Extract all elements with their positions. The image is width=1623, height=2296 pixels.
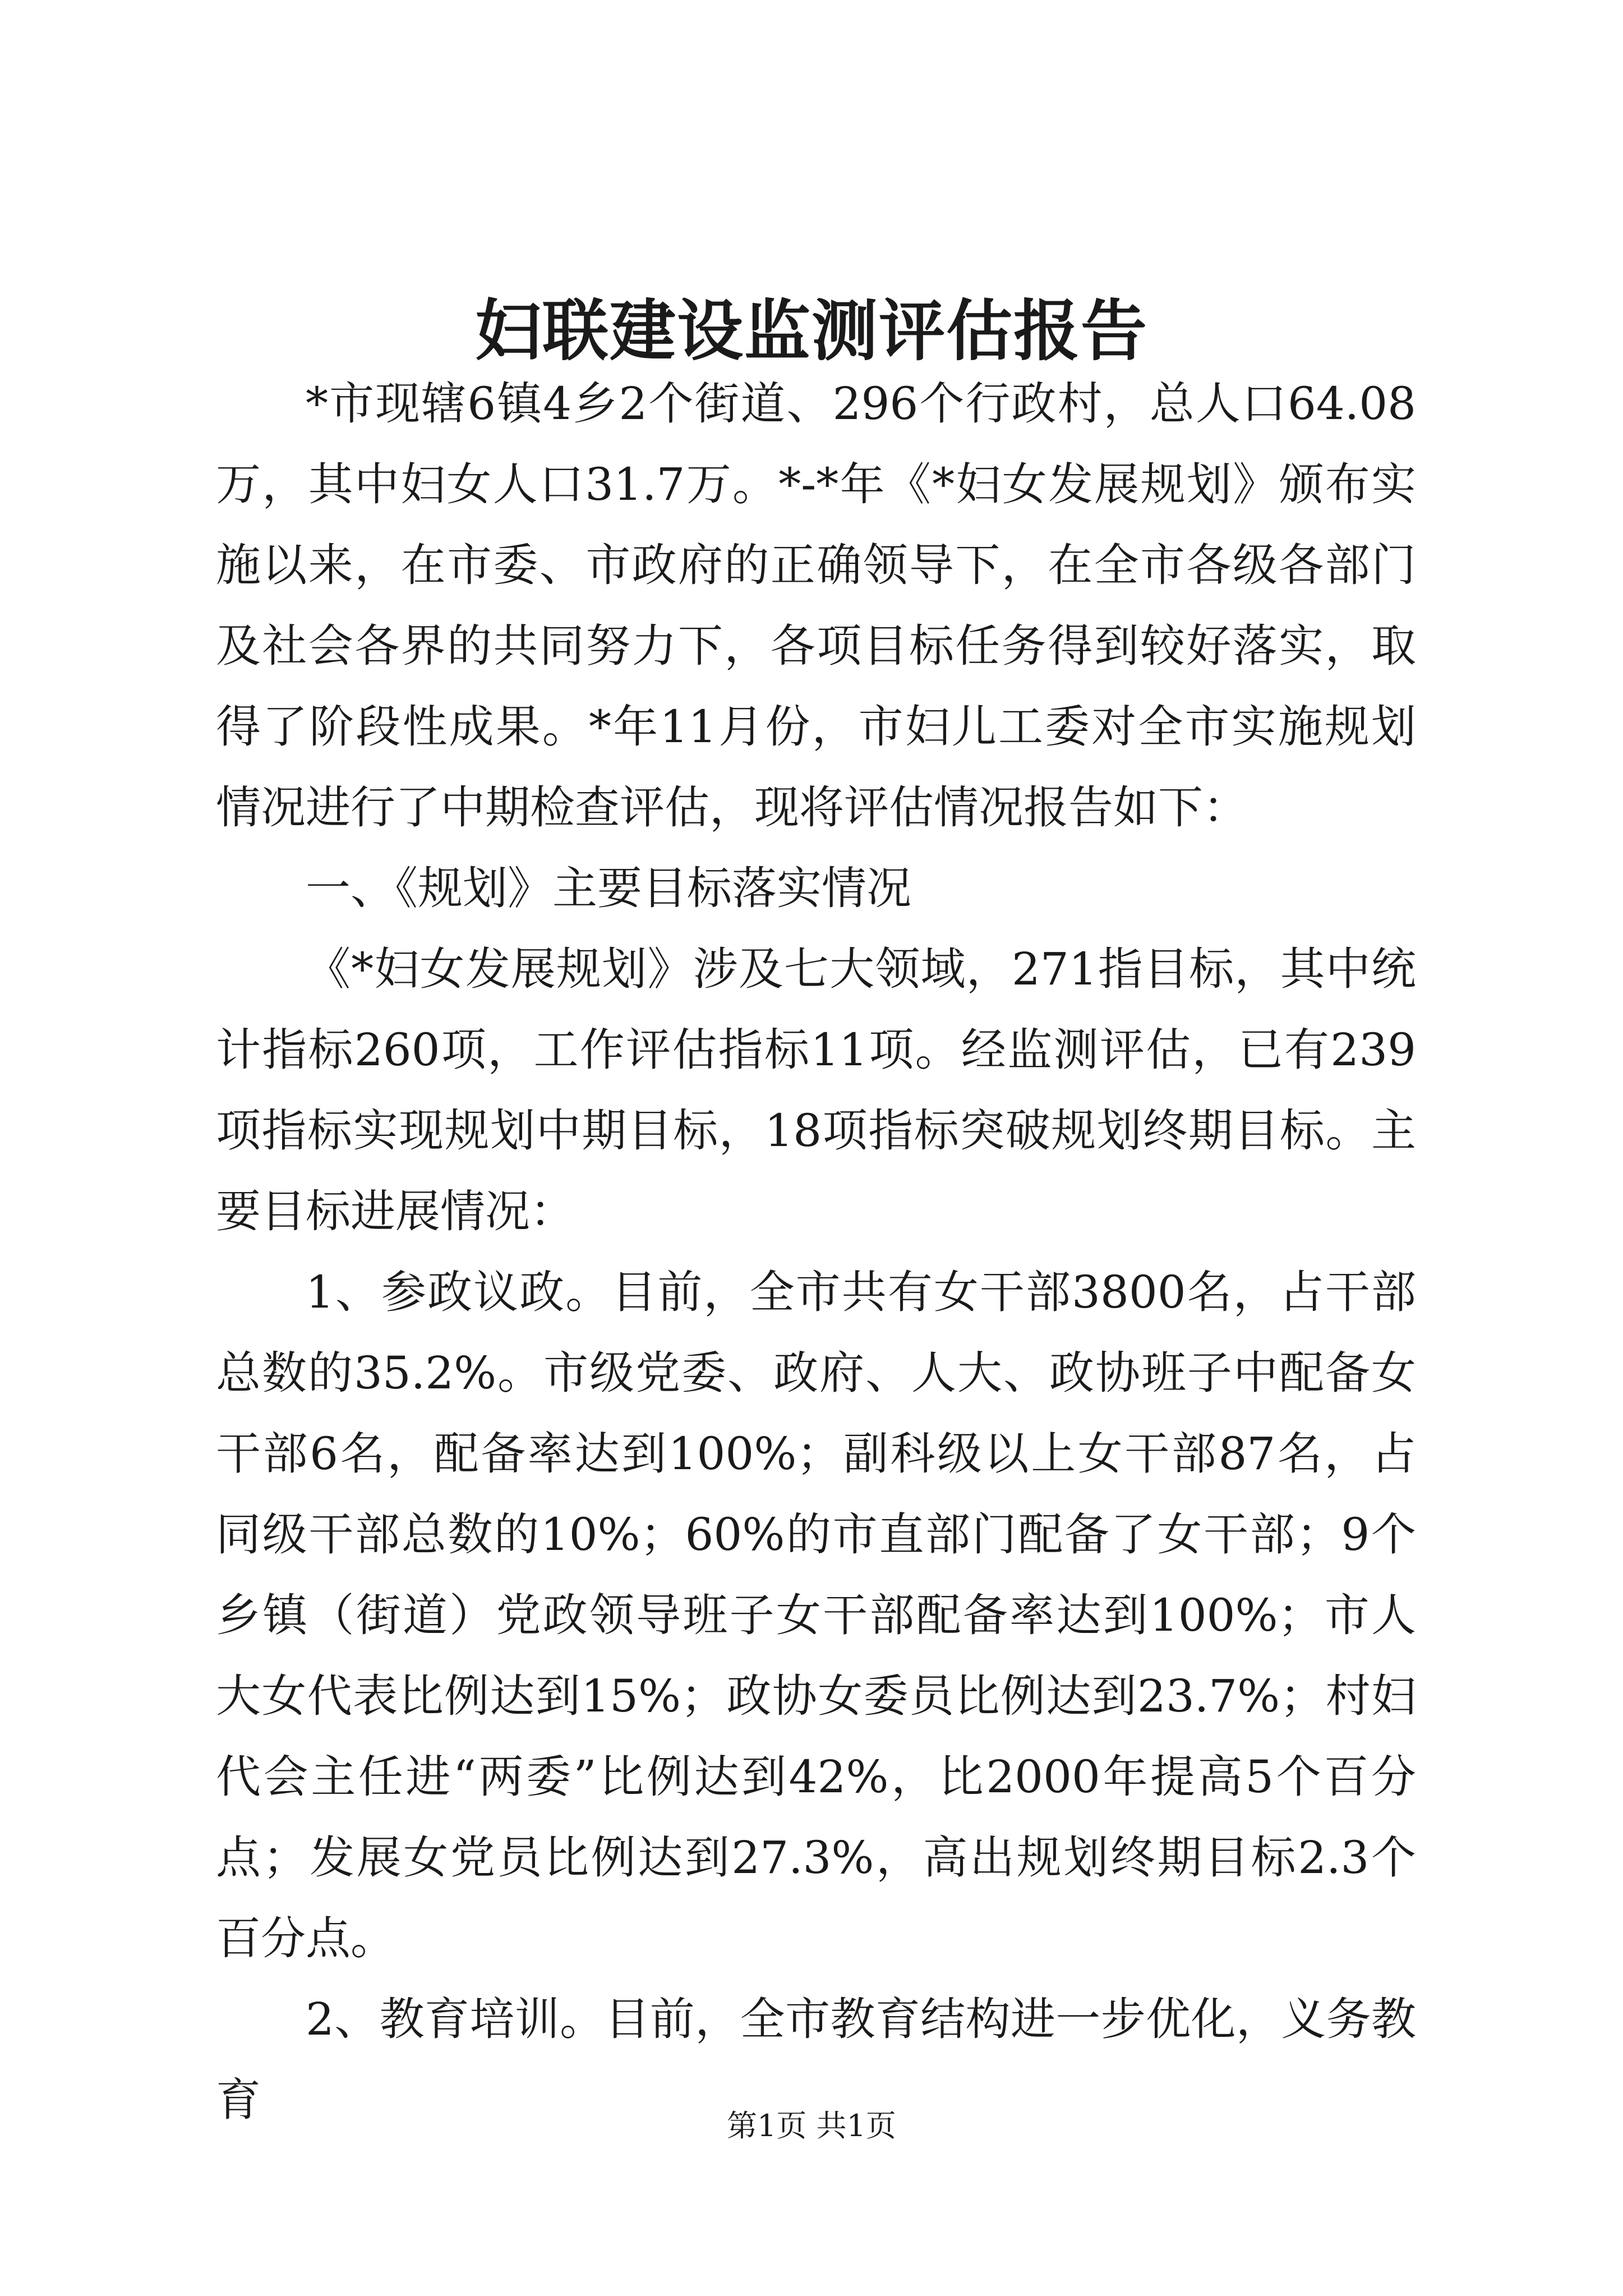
intro-paragraph: *市现辖6镇4乡2个街道、296个行政村，总人口64.08万，其中妇女人口31.7万。*-*年《*妇女发展规划》颁布实施以来，在市委、市政府的正确领导下，在全市各级各部门及社会各界的共同努力下，各项目标任务得到较好落实，取得了阶段性成果。*年11月份，市妇儿工委对全市实施规划情况进行了中期检查评估，现将评估情况报告如下： bbox=[216, 378, 1416, 834]
document-title: 妇联建设监测评估报告 bbox=[474, 292, 1148, 370]
page-number-footer: 第1页 共1页 bbox=[727, 2108, 896, 2143]
education-paragraph: 2、教育培训。目前，全市教育结构进一步优化，义务教育 bbox=[216, 1993, 1416, 2126]
overview-paragraph: 《*妇女发展规划》涉及七大领域，271指目标，其中统计指标260项，工作评估指标11项。经监测评估，已有239项指标实现规划中期目标，18项指标突破规划终期目标。主要目标进展情况： bbox=[216, 943, 1416, 1237]
politics-paragraph: 1、参政议政。目前，全市共有女干部3800名，占干部总数的35.2%。市级党委、政府、人大、政协班子中配备女干部6名，配备率达到100%；副科级以上女干部87名，占同级干部总数的10%；60%的市直部门配备了女干部；9个乡镇（街道）党政领导班子女干部配备率达到100%；市人大女代表比例达到15%；政协女委员比例达到23.7%；村妇代会主任进“两委”比例达到42%，比2000年提高5个百分点；发展女党员比例达到27.3%，高出规划终期目标2.3个百分点。 bbox=[216, 1266, 1416, 1964]
section-heading: 一、《规划》主要目标落实情况 bbox=[306, 862, 911, 914]
document-body bbox=[216, 364, 1416, 2141]
